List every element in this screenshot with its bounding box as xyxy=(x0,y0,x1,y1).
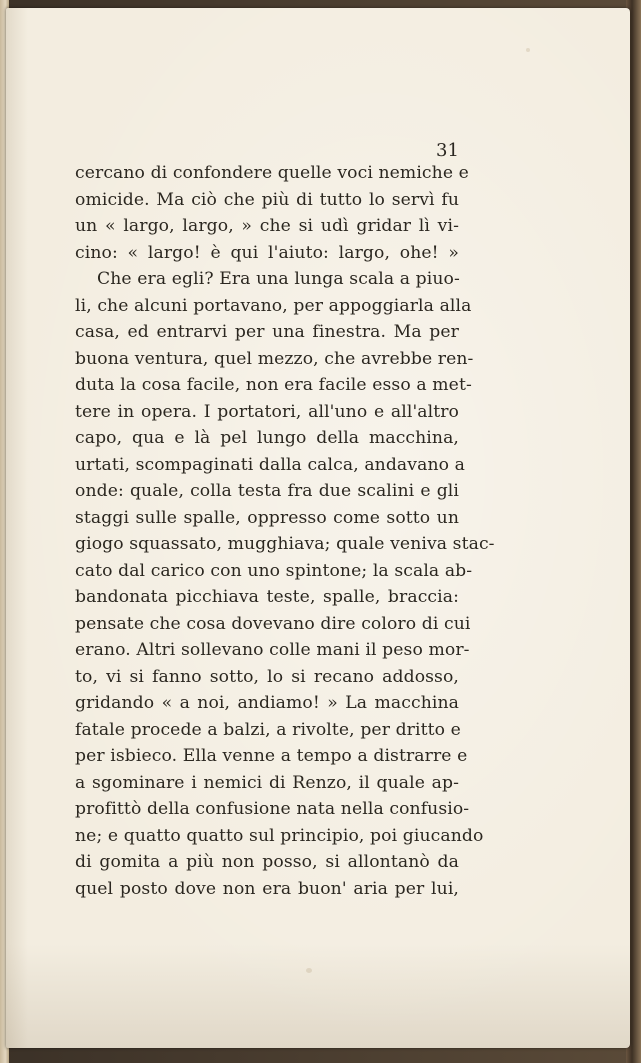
text-line: quel posto dove non era buon' aria per lui, xyxy=(75,878,459,899)
text-line: per isbieco. Ella venne a tempo a distrarre e xyxy=(75,746,468,766)
text-line: casa, ed entrarvi per una finestra. Ma per xyxy=(75,322,459,342)
text-line: li, che alcuni portavano, per appoggiarla alla xyxy=(75,295,472,316)
text-line: cino: « largo! è qui l'aiuto: largo, ohe! » xyxy=(75,242,459,263)
text-line: omicide. Ma ciò che più di tutto lo servì fu xyxy=(75,189,459,210)
text-line: un « largo, largo, » che si udì gridar lì vi- xyxy=(75,216,459,236)
text-line: ne; e quatto quatto sul principio, poi giucando xyxy=(75,825,484,846)
text-line: capo, qua e là pel lungo della macchina, xyxy=(75,428,459,448)
text-line: tere in opera. I portatori, all'uno e all'altro xyxy=(75,401,459,422)
text-line: a sgominare i nemici di Renzo, il quale ap- xyxy=(75,772,459,793)
text-line: to, vi si fanno sotto, lo si recano addosso, xyxy=(75,666,459,687)
body-text xyxy=(75,160,495,902)
text-line: duta la cosa facile, non era facile esso a met- xyxy=(75,375,472,395)
text-line: di gomita a più non posso, si allontanò da xyxy=(75,852,459,872)
text-line-paragraph-start: Che era egli? Era una lunga scala a piuo- xyxy=(97,269,460,289)
text-line: profittò della confusione nata nella confusio- xyxy=(75,799,470,819)
text-line: erano. Altri sollevano colle mani il peso mor- xyxy=(75,640,470,660)
text-line: staggi sulle spalle, oppresso come sotto un xyxy=(75,507,459,528)
text-line: giogo squassato, mugghiava; quale veniva stac- xyxy=(75,534,495,554)
text-line: onde: quale, colla testa fra due scalini e gli xyxy=(75,481,459,501)
text-line: buona ventura, quel mezzo, che avrebbe ren- xyxy=(75,348,474,369)
page-number: 31 xyxy=(436,140,459,161)
text-line: cato dal carico con uno spintone; la scala ab- xyxy=(75,560,473,581)
text-line: bandonata picchiava teste, spalle, braccia: xyxy=(75,587,459,607)
text-line: fatale procede a balzi, a rivolte, per dritto e xyxy=(75,719,461,740)
text-line: cercano di confondere quelle voci nemiche e xyxy=(75,163,469,183)
text-line: urtati, scompaginati dalla calca, andavano a xyxy=(75,454,465,475)
text-line: pensate che cosa dovevano dire coloro di cui xyxy=(75,613,471,634)
foxing-spot xyxy=(526,48,530,52)
foxing-spot xyxy=(306,968,312,973)
text-line: gridando « a noi, andiamo! » La macchina xyxy=(75,693,459,713)
